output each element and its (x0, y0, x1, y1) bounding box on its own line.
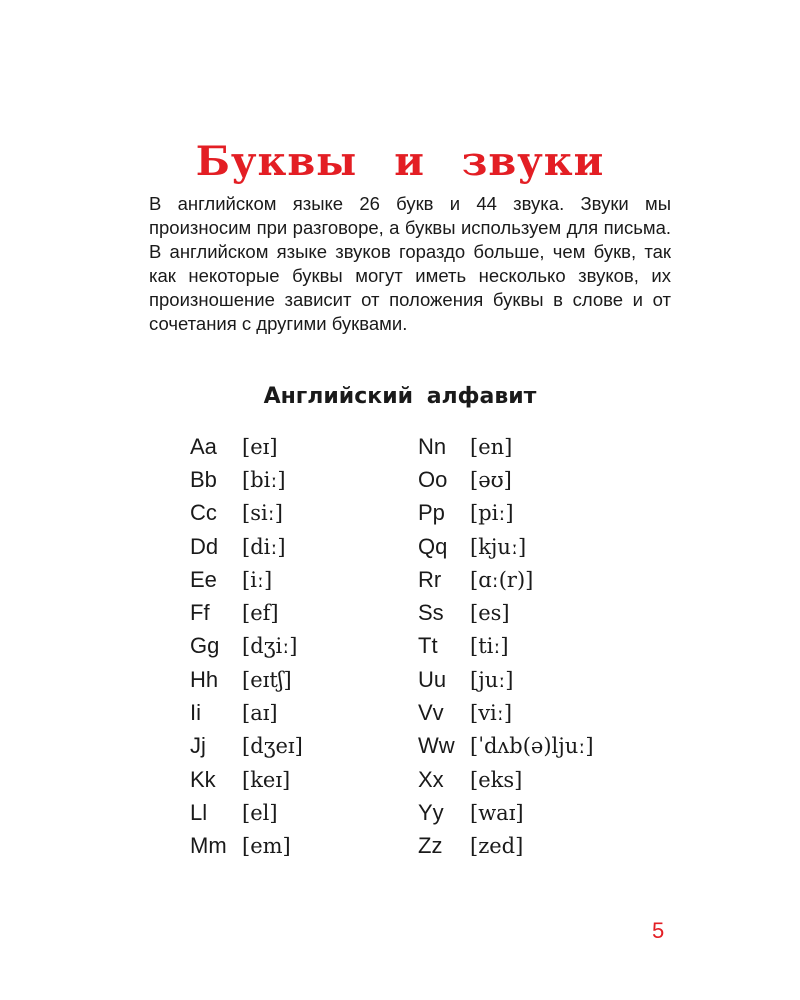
transcription: [diː] (242, 534, 286, 559)
letter: Ww (418, 733, 455, 759)
alphabet-row (418, 530, 594, 563)
transcription: [aɪ] (242, 701, 278, 726)
alphabet-row (190, 530, 303, 563)
alphabet-row (418, 830, 594, 863)
letter: Pp (418, 500, 445, 526)
transcription: [ˈdʌb(ə)ljuː] (470, 734, 594, 759)
letter: Vv (418, 700, 444, 726)
alphabet-row (190, 497, 303, 530)
letter: Rr (418, 566, 442, 592)
alphabet-row (190, 796, 303, 829)
intro-paragraph: В английском языке 26 букв и 44 звука. Звуки мы произносим при разговоре, а буквы используем для письма. В английском языке звуков гораздо больше, чем букв, так как некоторые буквы могут иметь несколько звуков, их произношение зависит от положения буквы в слове и от сочетания с другими буквами. (149, 193, 671, 334)
letter: Ss (418, 600, 444, 626)
transcription: [em] (242, 834, 291, 859)
alphabet-row (190, 463, 303, 496)
alphabet-row (190, 563, 303, 596)
alphabet-row (190, 730, 303, 763)
transcription: [keɪ] (242, 767, 291, 792)
letter: Yy (418, 799, 444, 825)
alphabet-row (418, 563, 594, 596)
alphabet-row (190, 630, 303, 663)
alphabet-row (418, 763, 594, 796)
page-number: 5 (652, 918, 665, 943)
transcription: [juː] (470, 667, 514, 692)
letter: Xx (418, 766, 444, 792)
alphabet-column-left (190, 430, 303, 863)
transcription: [el] (242, 800, 278, 825)
transcription: [eɪtʃ] (242, 667, 292, 692)
letter: Ll (190, 799, 208, 825)
transcription: [siː] (242, 501, 283, 526)
alphabet-row (418, 630, 594, 663)
transcription: [tiː] (470, 634, 509, 659)
letter: Tt (418, 633, 438, 659)
transcription: [piː] (470, 501, 514, 526)
letter: Aa (190, 433, 217, 459)
transcription: [dʒiː] (242, 634, 298, 659)
alphabet-row (418, 730, 594, 763)
alphabet-row (190, 430, 303, 463)
alphabet-row (418, 696, 594, 729)
alphabet-row (190, 596, 303, 629)
alphabet-row (418, 463, 594, 496)
letter: Qq (418, 533, 448, 559)
letter: Mm (190, 833, 227, 859)
letter: Cc (190, 500, 217, 526)
letter: Uu (418, 666, 447, 692)
transcription: [kjuː] (470, 534, 527, 559)
alphabet-row (418, 430, 594, 463)
alphabet-column-right (418, 430, 594, 863)
transcription: [eɪ] (242, 434, 278, 459)
alphabet-table (190, 430, 630, 870)
transcription: [ɑː(r)] (470, 567, 534, 592)
letter: Nn (418, 433, 447, 459)
alphabet-row (190, 763, 303, 796)
transcription: [eks] (470, 767, 523, 792)
alphabet-row (418, 663, 594, 696)
letter: Zz (418, 833, 443, 859)
transcription: [iː] (242, 567, 273, 592)
transcription: [viː] (470, 701, 513, 726)
transcription: [zed] (470, 834, 524, 859)
letter: Gg (190, 633, 220, 659)
transcription: [əʊ] (470, 467, 512, 492)
transcription: [dʒeɪ] (242, 734, 303, 759)
letter: Kk (190, 766, 216, 792)
letter: Hh (190, 666, 219, 692)
letter: Bb (190, 466, 217, 492)
alphabet-row (418, 796, 594, 829)
alphabet-row (418, 596, 594, 629)
letter: Ii (190, 700, 201, 726)
transcription: [en] (470, 434, 513, 459)
alphabet-row (418, 497, 594, 530)
transcription: [ef] (242, 601, 279, 626)
letter: Jj (190, 733, 206, 759)
alphabet-heading: Английский алфавит (263, 384, 537, 409)
letter: Ff (190, 600, 210, 626)
letter: Oo (418, 466, 448, 492)
transcription: [waɪ] (470, 800, 524, 825)
alphabet-row (190, 830, 303, 863)
letter: Ee (190, 566, 217, 592)
letter: Dd (190, 533, 219, 559)
transcription: [es] (470, 601, 510, 626)
alphabet-row (190, 663, 303, 696)
transcription: [biː] (242, 467, 286, 492)
alphabet-row (190, 696, 303, 729)
page-title: Буквы и звуки (195, 138, 605, 185)
